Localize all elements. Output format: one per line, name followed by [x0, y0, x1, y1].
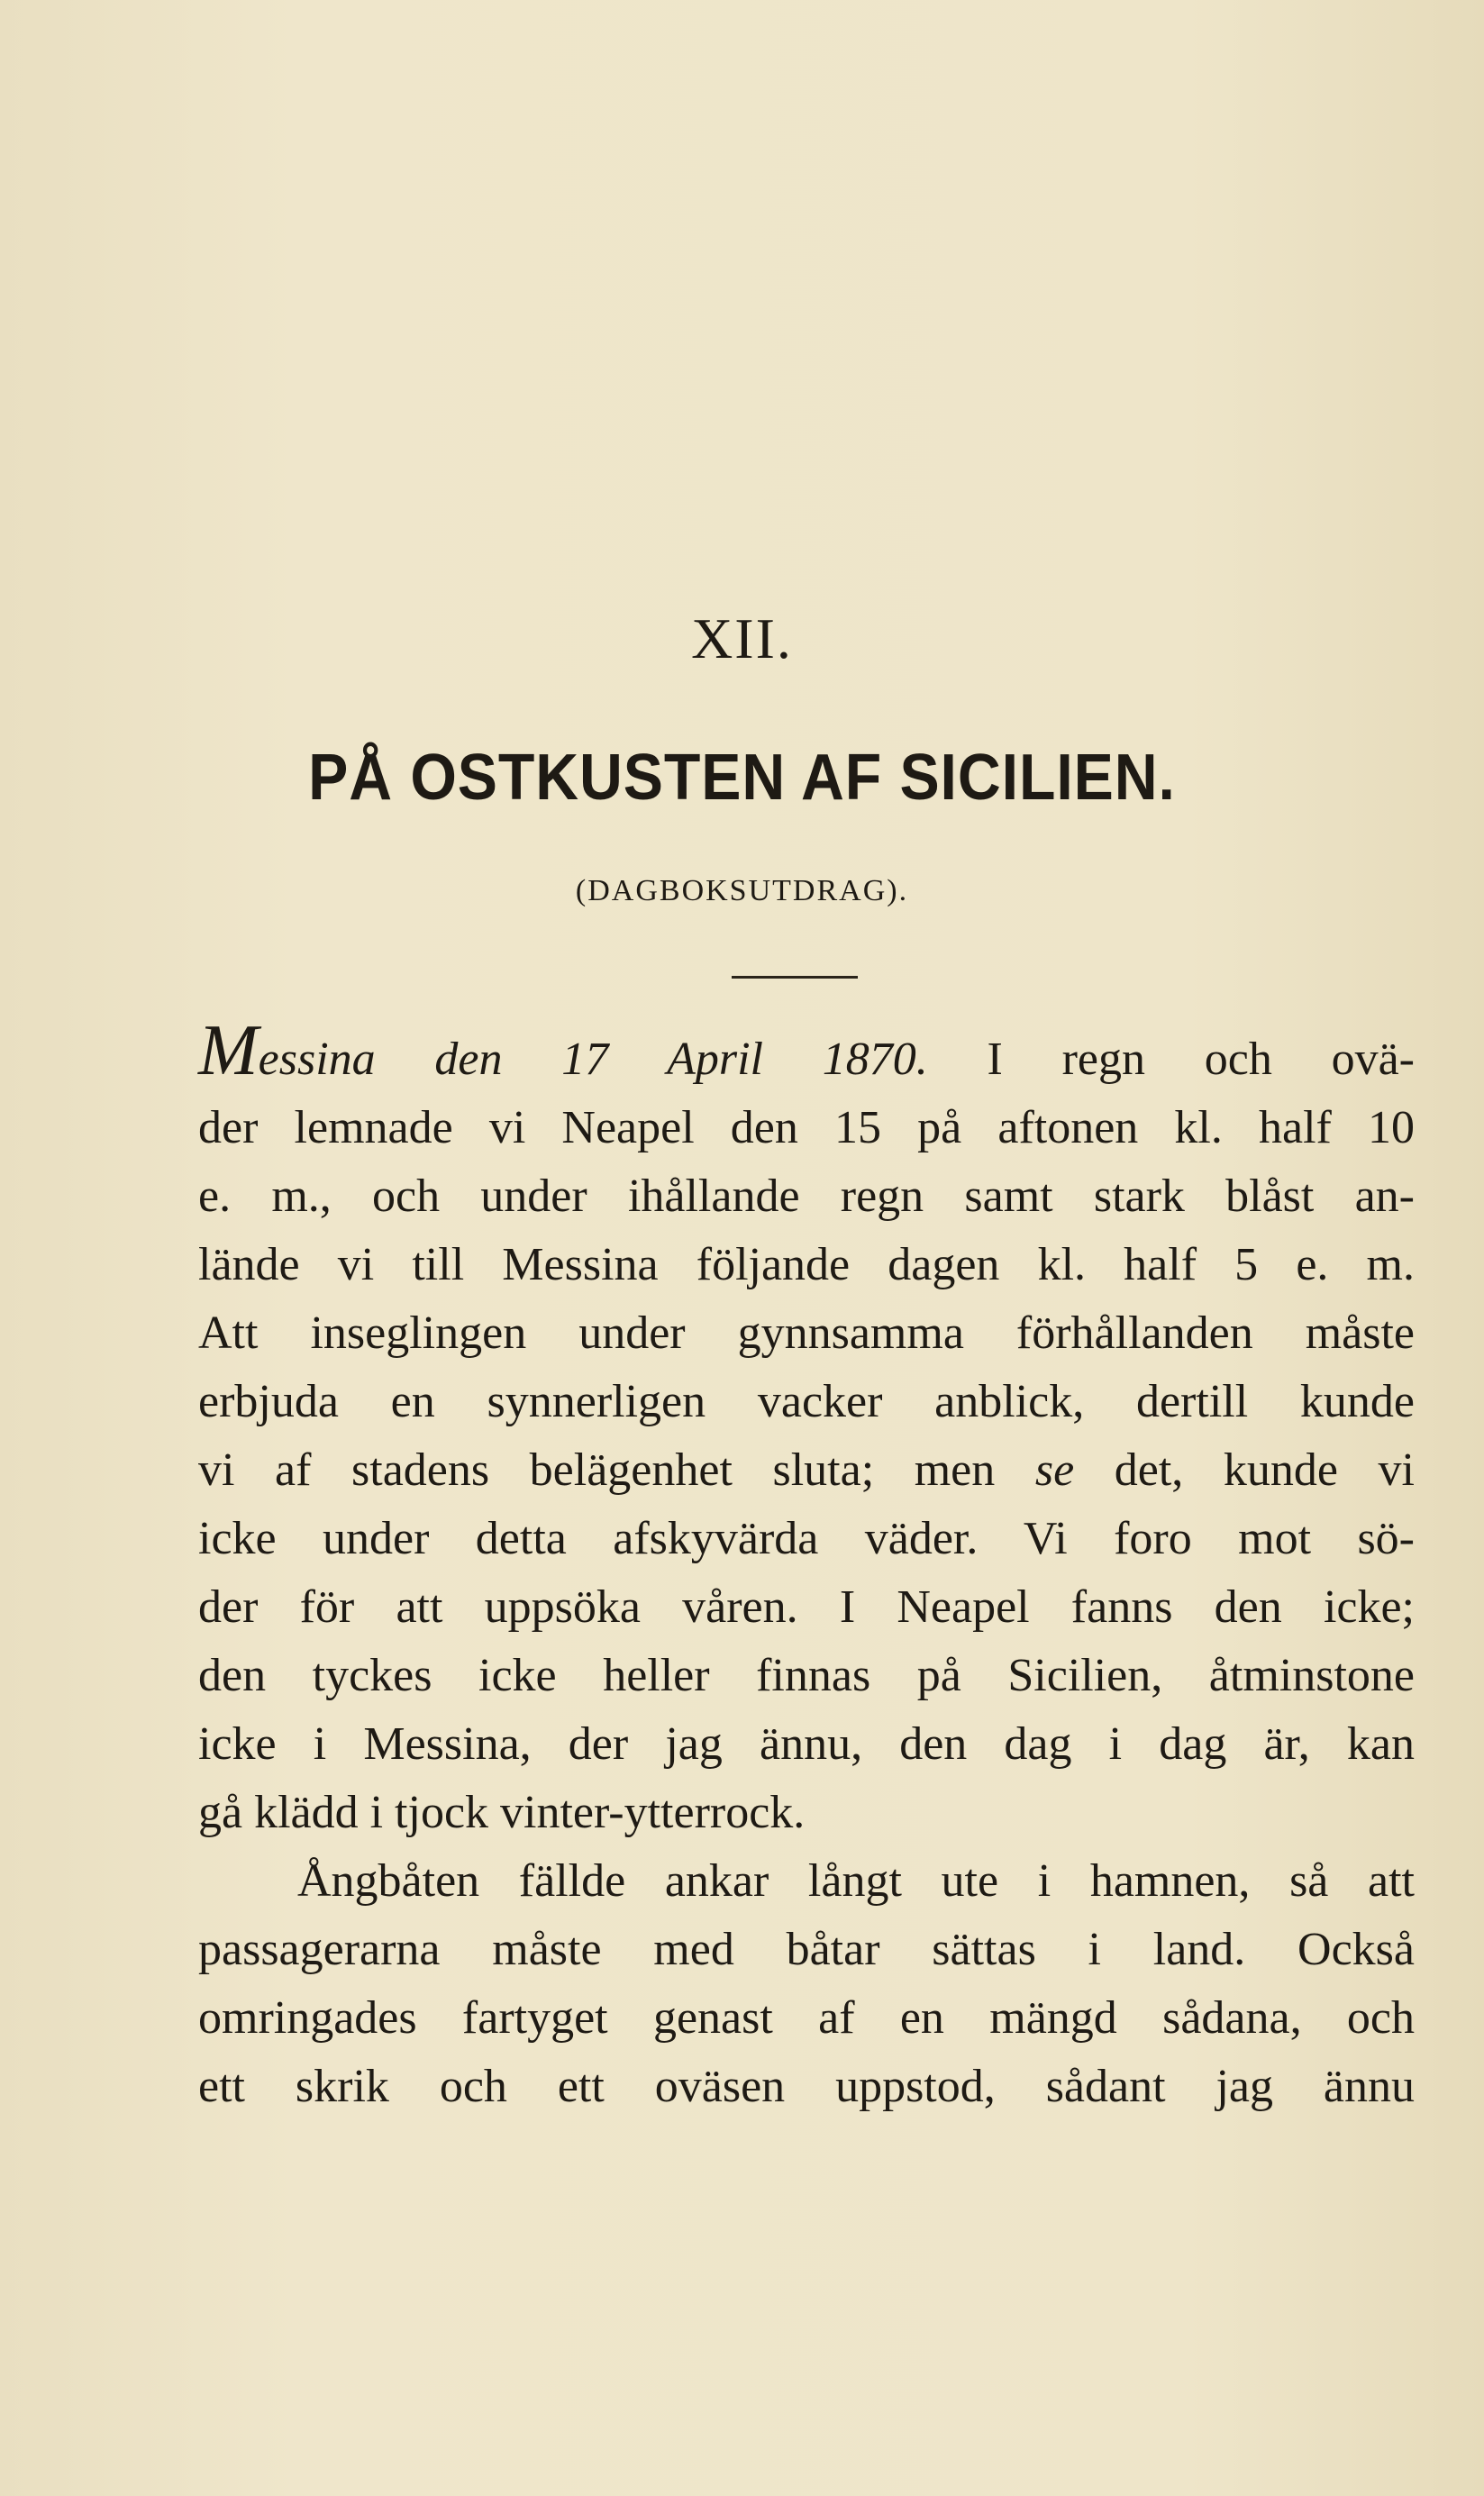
text-line-7 [198, 1436, 1415, 1505]
text-line: lände vi till Messina följande dagen kl. half 5 e. m. [198, 1239, 1415, 1290]
text-line: omringades fartyget genast af en mängd sådana, och [198, 1992, 1415, 2044]
paragraph-2-first-line: Ångbåten fällde ankar långt ute i hamnen, så att [297, 1855, 1415, 1907]
text-line: gå klädd i tjock vinter-ytterrock. [198, 1787, 806, 1838]
text-line: icke i Messina, der jag ännu, den dag i dag är, kan [198, 1718, 1415, 1770]
section-divider [732, 976, 858, 979]
text-line: ett skrik och ett oväsen uppstod, sådant jag ännu [198, 2061, 1415, 2112]
body-text [198, 1011, 1416, 2121]
text-line: icke under detta afskyvärda väder. Vi foro mot sö- [198, 1513, 1415, 1564]
emphasis: se [1034, 1444, 1075, 1496]
chapter-subtitle: (DAGBOKSUTDRAG). [575, 874, 909, 907]
text-line: e. m., och under ihållande regn samt stark blåst an- [198, 1171, 1415, 1222]
text-segment: vi af stadens belägenhet sluta; men [198, 1444, 1035, 1496]
chapter-title: PÅ OSTKUSTEN AF SICILIEN. [308, 742, 1176, 814]
text-line-1 [198, 1011, 1415, 1094]
text-line: passagerarna måste med båtar sättas i land. Också [198, 1924, 1415, 1975]
text-line-1-rest: I regn och ovä- [927, 1034, 1415, 1085]
text-line: der för att uppsöka våren. I Neapel fanns den icke; [198, 1581, 1415, 1633]
drop-cap: M [198, 1011, 259, 1090]
text-line: den tyckes icke heller finnas på Sicilien, åtminstone [198, 1650, 1415, 1701]
text-segment: det, kunde vi [1074, 1444, 1416, 1496]
text-line: Att inseglingen under gynnsamma förhållanden måste [198, 1307, 1415, 1359]
chapter-number: XII. [691, 606, 793, 670]
text-line: der lemnade vi Neapel den 15 på aftonen kl. half 10 [198, 1102, 1415, 1153]
text-line: erbjuda en synnerligen vacker anblick, dertill kunde [198, 1376, 1415, 1427]
dateline: essina den 17 April 1870. [258, 1034, 928, 1085]
